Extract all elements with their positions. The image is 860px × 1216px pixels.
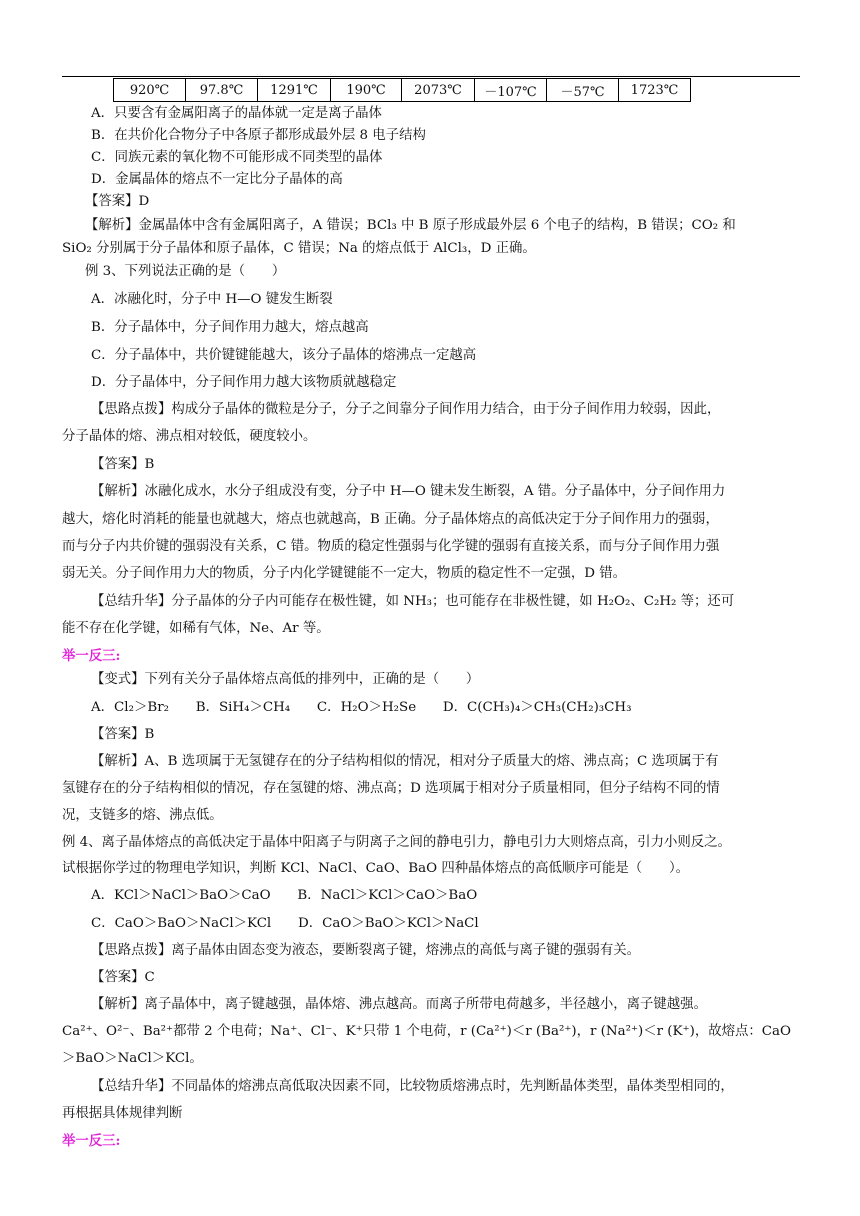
table-cell: －57℃ xyxy=(547,79,619,102)
explanation-line: 【解析】A、B 选项属于无氢键存在的分子结构相似的情况，相对分子质量大的熔、沸点高；C 选项属于有 xyxy=(91,754,719,769)
section-heading: 举一反三: xyxy=(62,1133,121,1149)
options-c-d: C．CaO＞BaO＞NaCl＞KCl D．CaO＞BaO＞KCl＞NaCl xyxy=(91,916,479,931)
section-heading: 举一反三: xyxy=(62,648,121,664)
explanation-line: SiO₂ 分别属于分子晶体和原子晶体，C 错误；Na 的熔点低于 AlCl₃，D 正确。 xyxy=(62,241,536,256)
table-cell: 2073℃ xyxy=(402,79,475,102)
answer: 【答案】C xyxy=(91,970,155,985)
option-d: D．金属晶体的熔点不一定比分子晶体的高 xyxy=(91,172,343,187)
table-row xyxy=(114,79,691,102)
example-3-question: 例 3、下列说法正确的是（ ） xyxy=(85,264,286,279)
table-cell: 97.8℃ xyxy=(186,79,258,102)
answer: 【答案】B xyxy=(91,457,155,472)
option-a: A．只要含有金属阳离子的晶体就一定是离子晶体 xyxy=(91,106,382,121)
option-b: B．在共价化合物分子中各原子都形成最外层 8 电子结构 xyxy=(91,128,426,143)
explanation-line: ＞BaO＞NaCl＞KCl。 xyxy=(62,1051,203,1066)
explanation-line: 况，支链多的熔、沸点低。 xyxy=(62,808,223,823)
example-4-question: 试根据你学过的物理电学知识，判断 KCl、NaCl、CaO、BaO 四种晶体熔点的高低顺序可能是（ ）。 xyxy=(62,861,690,876)
explanation-line: 【解析】金属晶体中含有金属阳离子，A 错误；BCl₃ 中 B 原子形成最外层 6 个电子的结构，B 错误；CO₂ 和 xyxy=(85,218,736,233)
variant-options: A．Cl₂＞Br₂ B．SiH₄＞CH₄ C．H₂O＞H₂Se D．C(CH₃)₄＞CH₃(CH₂)₃CH₃ xyxy=(91,700,632,715)
explanation-line: 弱无关。分子间作用力大的物质，分子内化学键键能不一定大，物质的稳定性不一定强，D 错。 xyxy=(62,566,627,581)
summary-line: 能不存在化学键，如稀有气体，Ne、Ar 等。 xyxy=(62,621,330,636)
table-cell: 1723℃ xyxy=(619,79,691,102)
option-d: D．分子晶体中，分子间作用力越大该物质就越稳定 xyxy=(91,375,397,390)
summary-line: 再根据具体规律判断 xyxy=(62,1106,183,1121)
melting-point-table xyxy=(113,78,691,102)
option-a: A．冰融化时，分子中 H—O 键发生断裂 xyxy=(91,292,333,307)
table-cell: 190℃ xyxy=(331,79,402,102)
explanation-line: 越大，熔化时消耗的能量也就越大，熔点也就越高，B 正确。分子晶体熔点的高低决定于分子间作用力的强弱， xyxy=(62,512,719,527)
explanation-line: 【解析】冰融化成水，水分子组成没有变，分子中 H—O 键未发生断裂，A 错。分子晶体中，分子间作用力 xyxy=(91,484,726,499)
answer: 【答案】D xyxy=(85,194,150,209)
summary-line: 【总结升华】不同晶体的熔沸点高低取决因素不同，比较物质熔沸点时，先判断晶体类型，晶体类型相同的， xyxy=(91,1079,734,1094)
hint-line: 【思路点拨】构成分子晶体的微粒是分子，分子之间靠分子间作用力结合，由于分子间作用力较弱，因此， xyxy=(91,402,721,417)
explanation-line: Ca²⁺、O²⁻、Ba²⁺都带 2 个电荷；Na⁺、Cl⁻、K⁺只带 1 个电荷，r (Ca²⁺)＜r (Ba²⁺)，r (Na²⁺)＜r (K⁺)，故熔点：CaO xyxy=(62,1024,791,1039)
example-4-question: 例 4、离子晶体熔点的高低决定于晶体中阳离子与阴离子之间的静电引力，静电引力大则熔点高，引力小则反之。 xyxy=(62,835,731,850)
option-c: C．分子晶体中，共价键键能越大，该分子晶体的熔沸点一定越高 xyxy=(91,348,477,363)
table-cell: －107℃ xyxy=(475,79,547,102)
summary-line: 【总结升华】分子晶体的分子内可能存在极性键，如 NH₃；也可能存在非极性键，如 H₂O₂、C₂H₂ 等；还可 xyxy=(91,594,735,609)
answer: 【答案】B xyxy=(91,727,155,742)
option-c: C．同族元素的氧化物不可能形成不同类型的晶体 xyxy=(91,150,383,165)
explanation-line: 氢键存在的分子结构相似的情况，存在氢键的熔、沸点高；D 选项属于相对分子质量相同，但分子结构不同的情 xyxy=(62,781,720,796)
table-cell: 920℃ xyxy=(114,79,186,102)
top-rule xyxy=(62,76,800,77)
options-a-b: A．KCl＞NaCl＞BaO＞CaO B．NaCl＞KCl＞CaO＞BaO xyxy=(91,888,478,903)
explanation-line: 而与分子内共价键的强弱没有关系，C 错。物质的稳定性强弱与化学键的强弱有直接关系，而与分子间作用力强 xyxy=(62,539,720,554)
explanation-line: 【解析】离子晶体中，离子键越强，晶体熔、沸点越高。而离子所带电荷越多，半径越小，离子键越强。 xyxy=(91,997,707,1012)
hint-line: 分子晶体的熔、沸点相对较低，硬度较小。 xyxy=(62,429,317,444)
option-b: B．分子晶体中，分子间作用力越大，熔点越高 xyxy=(91,320,369,335)
variant-question: 【变式】下列有关分子晶体熔点高低的排列中，正确的是（ ） xyxy=(91,672,480,687)
hint-line: 【思路点拨】离子晶体由固态变为液态，要断裂离子键，熔沸点的高低与离子键的强弱有关。 xyxy=(91,943,641,958)
table-cell: 1291℃ xyxy=(258,79,331,102)
